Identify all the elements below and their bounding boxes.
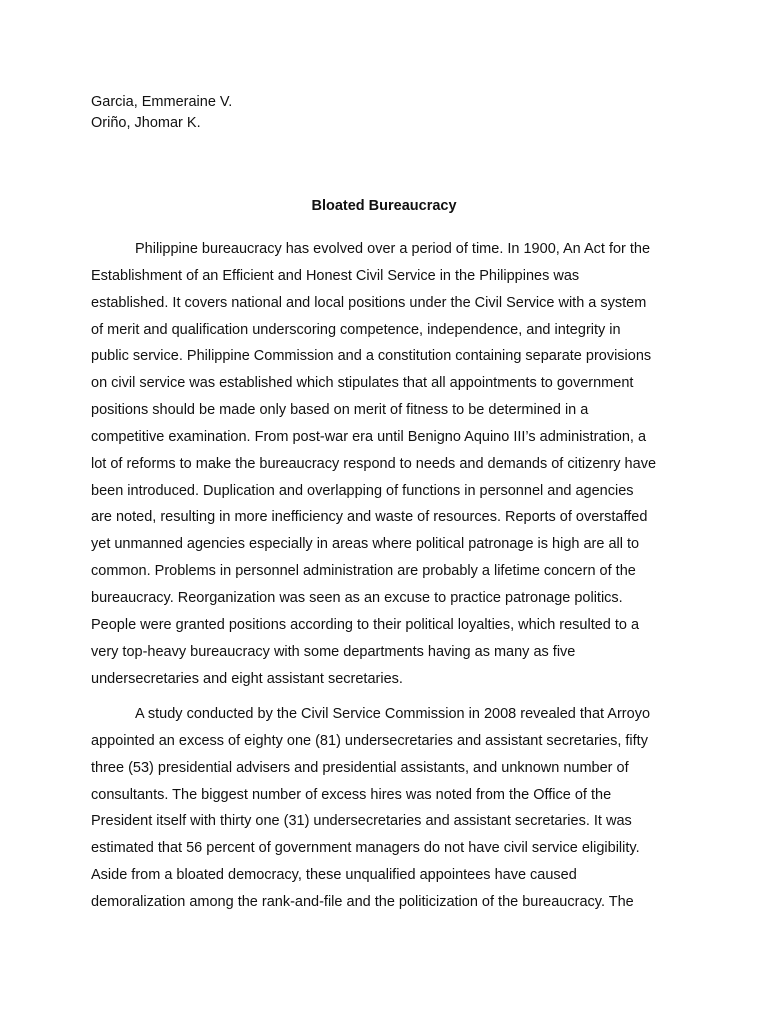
text-line: People were granted positions according to their political loyalties, which resulted to a (91, 616, 640, 633)
text-line: very top-heavy bureaucracy with some departments having as many as five (91, 643, 576, 660)
text-line: A study conducted by the Civil Service Commission in 2008 revealed that Arroyo (135, 706, 651, 722)
text-line: three (53) presidential advisers and presidential assistants, and unknown number of (91, 759, 629, 776)
text-line: appointed an excess of eighty one (81) undersecretaries and assistant secretaries, fifty (91, 732, 648, 749)
author-block (91, 92, 232, 134)
text-line: estimated that 56 percent of government managers do not have civil service eligibility. (91, 840, 640, 857)
paragraph-2 (91, 701, 691, 916)
document-title: Bloated Bureaucracy (311, 198, 457, 214)
text-line: demoralization among the rank-and-file and the politicization of the bureaucracy. The (91, 893, 634, 910)
text-line: public service. Philippine Commission and a constitution containing separate provisions (91, 348, 652, 365)
text-line: on civil service was established which stipulates that all appointments to government (91, 375, 634, 392)
text-line: been introduced. Duplication and overlapping of functions in personnel and agencies (91, 482, 634, 499)
text-line: yet unmanned agencies especially in areas where political patronage is high are all to (91, 536, 640, 553)
text-line: lot of reforms to make the bureaucracy respond to needs and demands of citizenry have (91, 455, 657, 472)
author-name: Oriño, Jhomar K. (91, 115, 201, 131)
text-line: bureaucracy. Reorganization was seen as an excuse to practice patronage politics. (91, 589, 623, 606)
text-line: Aside from a bloated democracy, these unqualified appointees have caused (91, 867, 577, 884)
text-line: established. It covers national and local positions under the Civil Service with a system (91, 294, 647, 311)
text-line: Philippine bureaucracy has evolved over a period of time. In 1900, An Act for the (135, 241, 651, 257)
author-name: Garcia, Emmeraine V. (91, 94, 233, 110)
text-line: positions should be made only based on merit of fitness to be determined in a (91, 402, 589, 419)
text-line: common. Problems in personnel administration are probably a lifetime concern of the (91, 563, 636, 580)
text-line: are noted, resulting in more inefficiency and waste of resources. Reports of overstaffed (91, 509, 648, 526)
text-line: of merit and qualification underscoring competence, independence, and integrity in (91, 321, 621, 338)
text-line: undersecretaries and eight assistant secretaries. (91, 670, 403, 687)
paragraph-1 (91, 236, 691, 692)
text-line: competitive examination. From post-war era until Benigno Aquino III’s administration, a (91, 428, 647, 445)
text-line: President itself with thirty one (31) undersecretaries and assistant secretaries. It was (91, 813, 632, 830)
text-line: Establishment of an Efficient and Honest Civil Service in the Philippines was (91, 267, 580, 284)
text-line: consultants. The biggest number of excess hires was noted from the Office of the (91, 786, 612, 803)
